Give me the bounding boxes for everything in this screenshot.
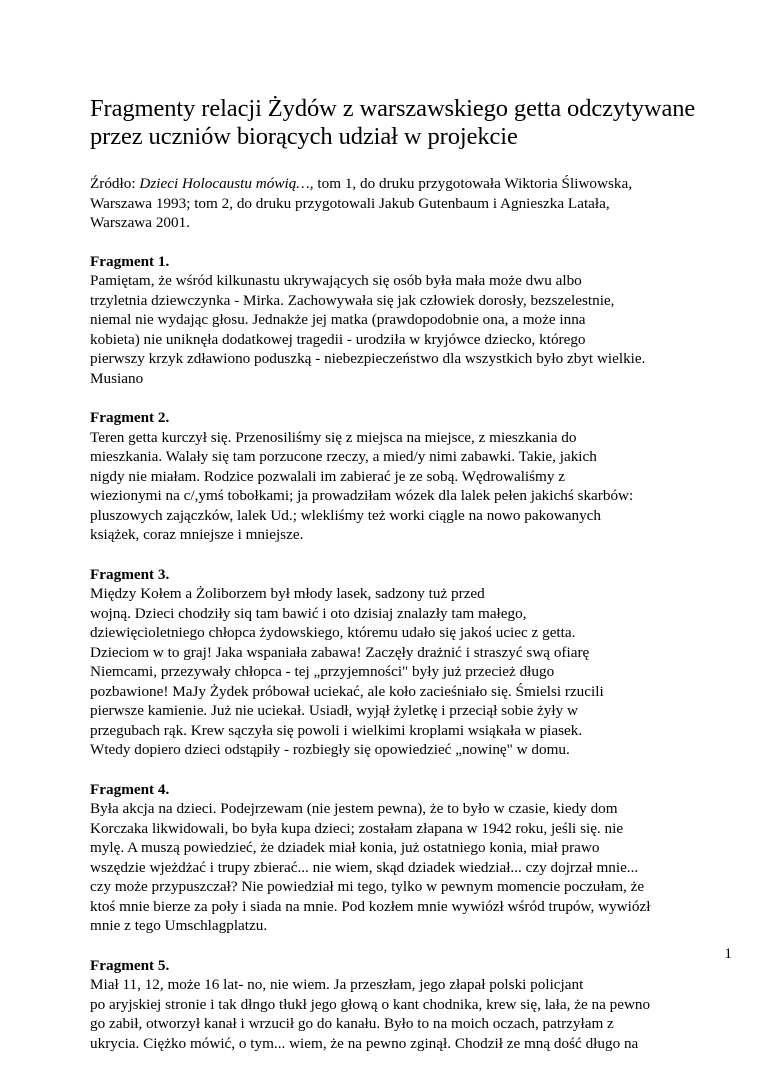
fragment-1 xyxy=(90,252,690,389)
fragment-text-line: przegubach rąk. Krew sączyła się powoli i wielkimi kroplami wsiąkała w piasek. xyxy=(90,721,583,739)
fragment-text-line: czy może przypuszczał? Nie powiedział mi tego, tylko w pewnym momencie poczułam, że xyxy=(90,878,645,895)
fragment-text-line: Musiano xyxy=(90,369,144,387)
fragment-4 xyxy=(90,780,690,936)
fragment-text-line: go zabił, otworzył kanał i wrzucił go do kanału. Było to na moich oczach, patrzyłam z xyxy=(90,1015,614,1032)
fragment-text-line: Pamiętam, że wśród kilkunastu ukrywających się osób była mała może dwu albo xyxy=(90,272,582,289)
fragment-text-line: Między Kołem a Żoliborzem był młody lasek, sadzony tuż przed xyxy=(90,585,485,602)
fragment-text-line: Była akcja na dzieci. Podejrzewam (nie jestem pewna), że to było w czasie, kiedy dom xyxy=(90,800,618,817)
fragment-text-line: pierwszy krzyk zdławiono poduszką - niebezpieczeństwo dla wszystkich było zbyt wielkie. xyxy=(90,350,646,367)
fragment-text-line: wojną. Dzieci chodziły siq tam bawić i oto dzisiaj znalazły tam małego, xyxy=(90,604,527,622)
fragment-5 xyxy=(90,956,690,1054)
fragment-title: Fragment 3. xyxy=(90,565,170,583)
fragment-text-line: ktoś mnie bierze za poły i siada na mnie. Pod kozłem mnie wywiózł wśród trupów, wywiózł xyxy=(90,897,651,915)
fragment-text-line: trzyletnia dziewczynka - Mirka. Zachowywała się jak człowiek dorosły, bezszelestnie, xyxy=(90,291,615,309)
fragment-3 xyxy=(90,565,690,760)
document-page xyxy=(90,95,696,1073)
fragment-text-line: wszędzie wjeżdżać i trupy zbierać... nie wiem, skąd dziadek wiedział... czy dojrzał mnie... xyxy=(90,858,639,876)
fragment-text-line: Miał 11, 12, może 16 lat- no, nie wiem. Ja przeszłam, jego złapał polski policjant xyxy=(90,976,584,993)
fragment-text-line: pluszowych zajączków, lalek Ud.; wlekliśmy też worki ciągle na nowo pakowanych xyxy=(90,506,602,524)
source-line-1 xyxy=(90,174,690,194)
fragment-text-line: mylę. A muszą powiedzieć, że dziadek miał konia, już ostatniego konia, miał prawo xyxy=(90,839,600,856)
fragment-text-line: wiezionymi na c/,ymś tobołkami; ja prowadziłam wózek dla lalek pełen jakichś skarbów: xyxy=(90,487,634,504)
source-rest: , tom 1, do druku przygotowała Wiktoria Śliwowska, xyxy=(309,175,633,192)
fragment-text-line: kobieta) nie uniknęła dodatkowej tragedii - urodziła w kryjówce dziecko, którego xyxy=(90,330,586,348)
fragment-text-line: Niemcami, przezywały chłopca - tej „przyjemności" były już przecież długo xyxy=(90,663,555,680)
fragment-text-line: mnie z tego Umschlagplatzu. xyxy=(90,917,268,934)
fragment-text-line: dziewięcioletniego chłopca żydowskiego, któremu udało się jakoś uciec z getta. xyxy=(90,624,576,641)
fragment-text-line: Korczaka likwidowali, bo była kupa dzieci; zostałam złapana w 1942 roku, jeśli się. nie xyxy=(90,819,624,837)
fragment-text-line: Dzieciom w to graj! Jaka wspaniała zabawa! Zaczęły drażnić i straszyć swą ofiarę xyxy=(90,643,590,661)
title-line-2: przez uczniów biorących udział w projekcie xyxy=(90,123,518,150)
fragment-text-line: niemal nie wydając głosu. Jednakże jej matka (prawdopodobnie ona, a może inna xyxy=(90,311,586,328)
source-citation xyxy=(90,174,690,233)
fragment-text-line: pozbawione! MaJy Żydek próbował uciekać, ale koło zacieśniało się. Śmielsi rzucili xyxy=(90,682,604,700)
fragment-text-line: ukrycia. Ciężko mówić, o tym... wiem, że na pewno zginął. Chodził ze mną dość długo na xyxy=(90,1034,639,1052)
fragment-text-line: mieszkania. Walały się tam porzucone rzeczy, a mied/y nimi zabawki. Takie, jakich xyxy=(90,448,597,465)
page-number: 1 xyxy=(724,945,732,962)
source-book-title: Dzieci Holocaustu mówią… xyxy=(139,175,310,192)
fragment-text-line: pierwsze kamienie. Już nie uciekał. Usiadł, wyjął żyletkę i przeciął sobie żyły w xyxy=(90,702,578,719)
fragment-title: Fragment 4. xyxy=(90,780,170,798)
fragment-title: Fragment 2. xyxy=(90,409,170,426)
fragment-title: Fragment 1. xyxy=(90,252,170,270)
fragment-text-line: Teren getta kurczył się. Przenosiliśmy się z miejsca na miejsce, z mieszkania do xyxy=(90,428,577,446)
source-label: Źródło: xyxy=(90,175,136,192)
fragments-list xyxy=(90,252,690,1054)
source-line-3: Warszawa 2001. xyxy=(90,214,190,231)
fragment-text-line: książek, coraz mniejsze i mniejsze. xyxy=(90,526,304,543)
title-line-1: Fragmenty relacji Żydów z warszawskiego getta odczytywane xyxy=(90,95,696,122)
fragment-2 xyxy=(90,408,690,545)
fragment-text-line: po aryjskiej stronie i tak dłngo tłukł jego głową o kant chodnika, krew się, lała, że na pewno xyxy=(90,995,651,1013)
fragment-title: Fragment 5. xyxy=(90,956,170,974)
document-title xyxy=(90,95,696,151)
fragment-text-line: nigdy nie miałam. Rodzice pozwalali im zabierać je ze sobą. Wędrowaliśmy z xyxy=(90,467,565,485)
fragment-text-line: Wtedy dopiero dzieci odstąpiły - rozbiegły się opowiedzieć „nowinę" w domu. xyxy=(90,741,570,758)
source-line-2: Warszawa 1993; tom 2, do druku przygotowali Jakub Gutenbaum i Agnieszka Latała, xyxy=(90,194,610,212)
